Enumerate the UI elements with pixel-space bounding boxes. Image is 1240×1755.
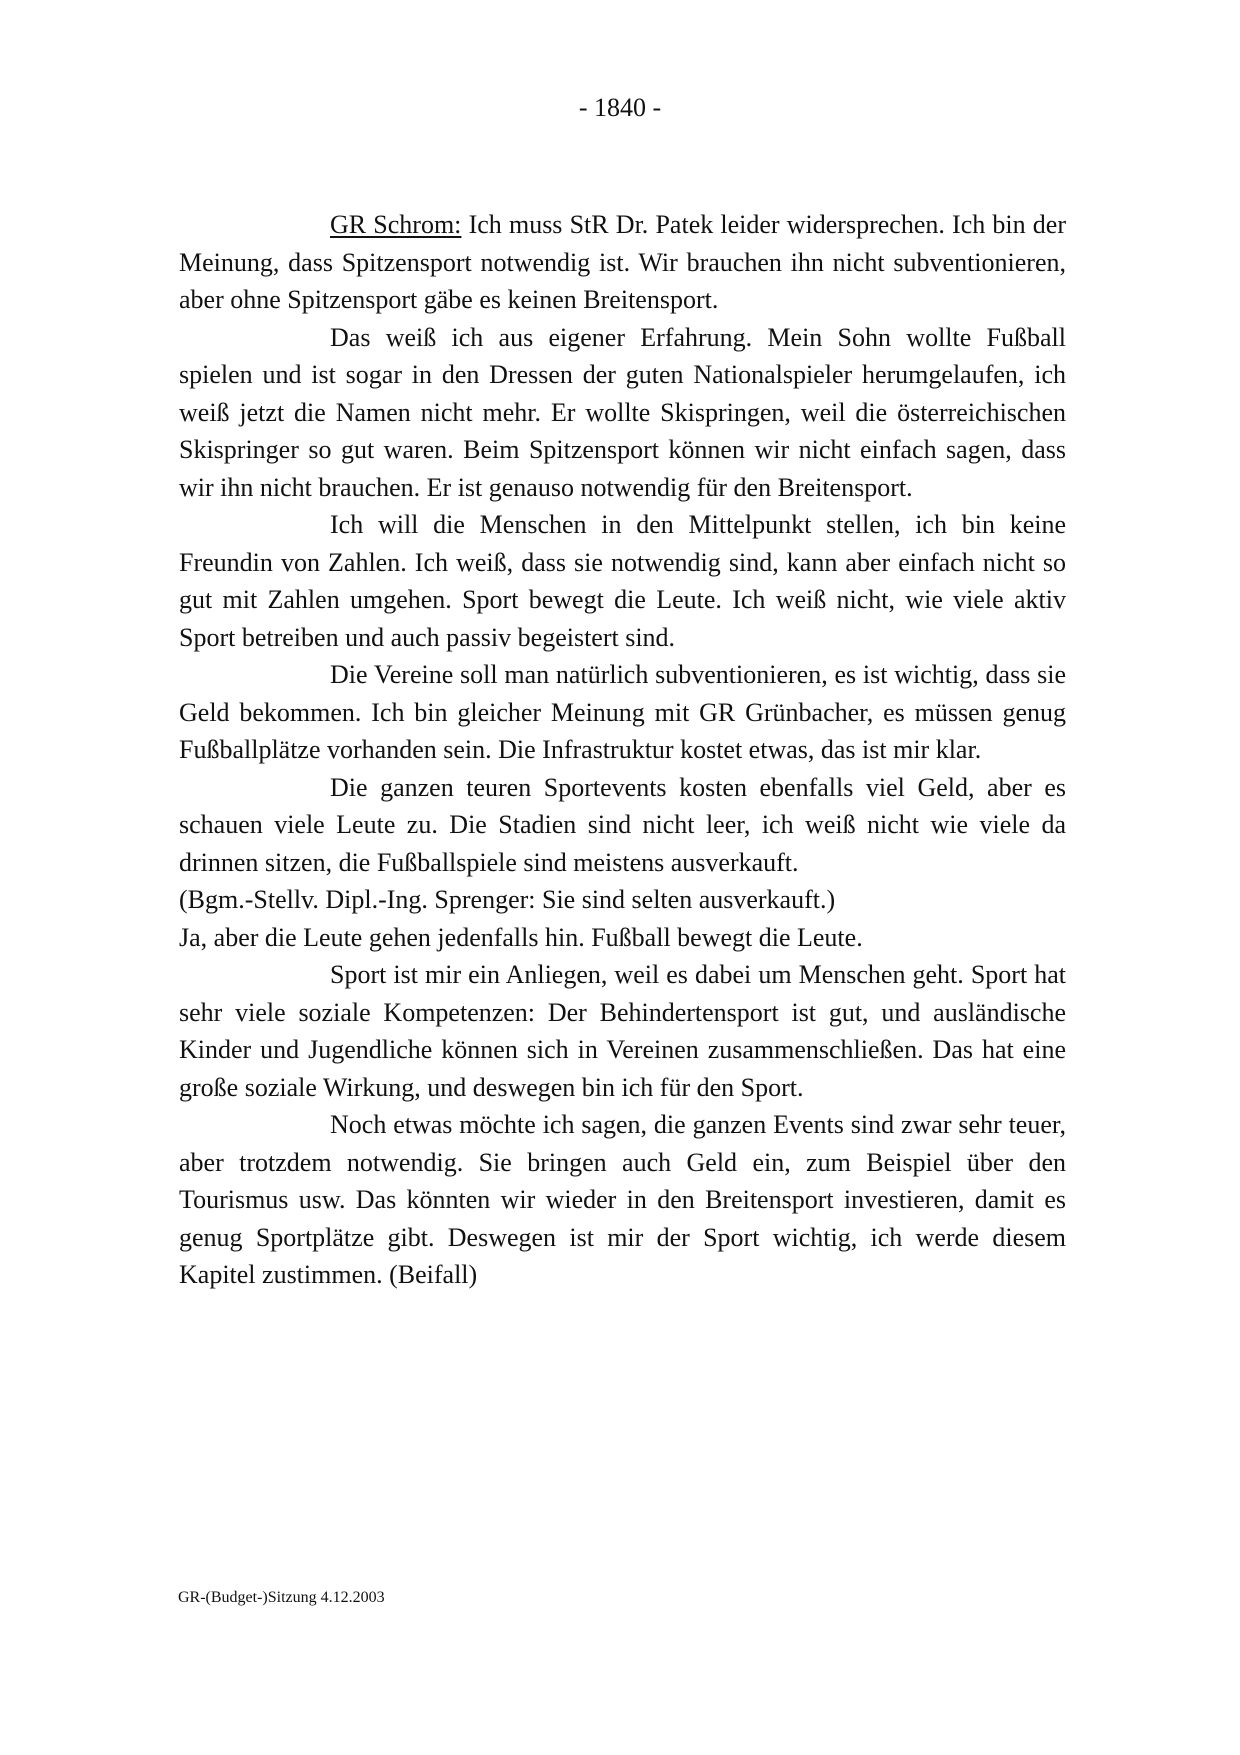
paragraph-7: Noch etwas möchte ich sagen, die ganzen Events sind zwar sehr teuer, aber trotzdem notwendig. Sie bringen auch Geld ein, zum Beispiel über den Tourismus usw. Das könnten wir wieder in den Breitensport investieren, damit es genug Sportplätze gibt. Deswegen ist mir der Sport wichtig, ich werde diesem Kapitel zustimmen. (Beifall): [179, 1110, 1066, 1289]
paragraph-4: Die Vereine soll man natürlich subventionieren, es ist wichtig, dass sie Geld bekommen. Ich bin gleicher Meinung mit GR Grünbacher, es müssen genug Fußballplätze vorhanden sein. Die Infrastruktur kostet etwas, das ist mir klar.: [179, 660, 1066, 764]
reply: Ja, aber die Leute gehen jedenfalls hin. Fußball bewegt die Leute.: [179, 922, 863, 952]
speech-text: [179, 206, 1066, 1294]
interjection: (Bgm.-Stellv. Dipl.-Ing. Sprenger: Sie sind selten ausverkauft.): [179, 885, 836, 914]
paragraph-1: [179, 206, 1066, 319]
paragraph-1-text: Ich muss StR Dr. Patek leider widersprechen. Ich bin der Meinung, dass Spitzensport notwendig ist. Wir brauchen ihn nicht subventionieren, aber ohne Spitzensport gäbe es keinen Breitensport.: [179, 210, 1067, 314]
footer-session: GR-(Budget-)Sitzung 4.12.2003: [178, 1589, 385, 1606]
paragraph-2: Das weiß ich aus eigener Erfahrung. Mein Sohn wollte Fußball spielen und ist sogar in den Dressen der guten Nationalspieler herumgelaufen, ich weiß jetzt die Namen nicht mehr. Er wollte Skispringen, weil die österreichischen Skispringer so gut waren. Beim Spitzensport können wir nicht einfach sagen, dass wir ihn nicht brauchen. Er ist genauso notwendig für den Breitensport.: [179, 322, 1066, 502]
speaker-name: GR Schrom:: [330, 210, 462, 239]
paragraph-3: Ich will die Menschen in den Mittelpunkt stellen, ich bin keine Freundin von Zahlen. Ich weiß, dass sie notwendig sind, kann aber einfach nicht so gut mit Zahlen umgehen. Sport bewegt die Leute. Ich weiß nicht, wie viele aktiv Sport betreiben und auch passiv begeistert sind.: [179, 510, 1066, 652]
page-number: - 1840 -: [578, 93, 662, 122]
paragraph-6: Sport ist mir ein Anliegen, weil es dabei um Menschen geht. Sport hat sehr viele soziale Kompetenzen: Der Behindertensport ist gut, und ausländische Kinder und Jugendliche können sich in Vereinen zusammenschließen. Das hat eine große soziale Wirkung, und deswegen bin ich für den Sport.: [179, 960, 1066, 1102]
paragraph-5: Die ganzen teuren Sportevents kosten ebenfalls viel Geld, aber es schauen viele Leute zu. Die Stadien sind nicht leer, ich weiß nicht wie viele da drinnen sitzen, die Fußballspiele sind meistens ausverkauft.: [179, 772, 1066, 877]
